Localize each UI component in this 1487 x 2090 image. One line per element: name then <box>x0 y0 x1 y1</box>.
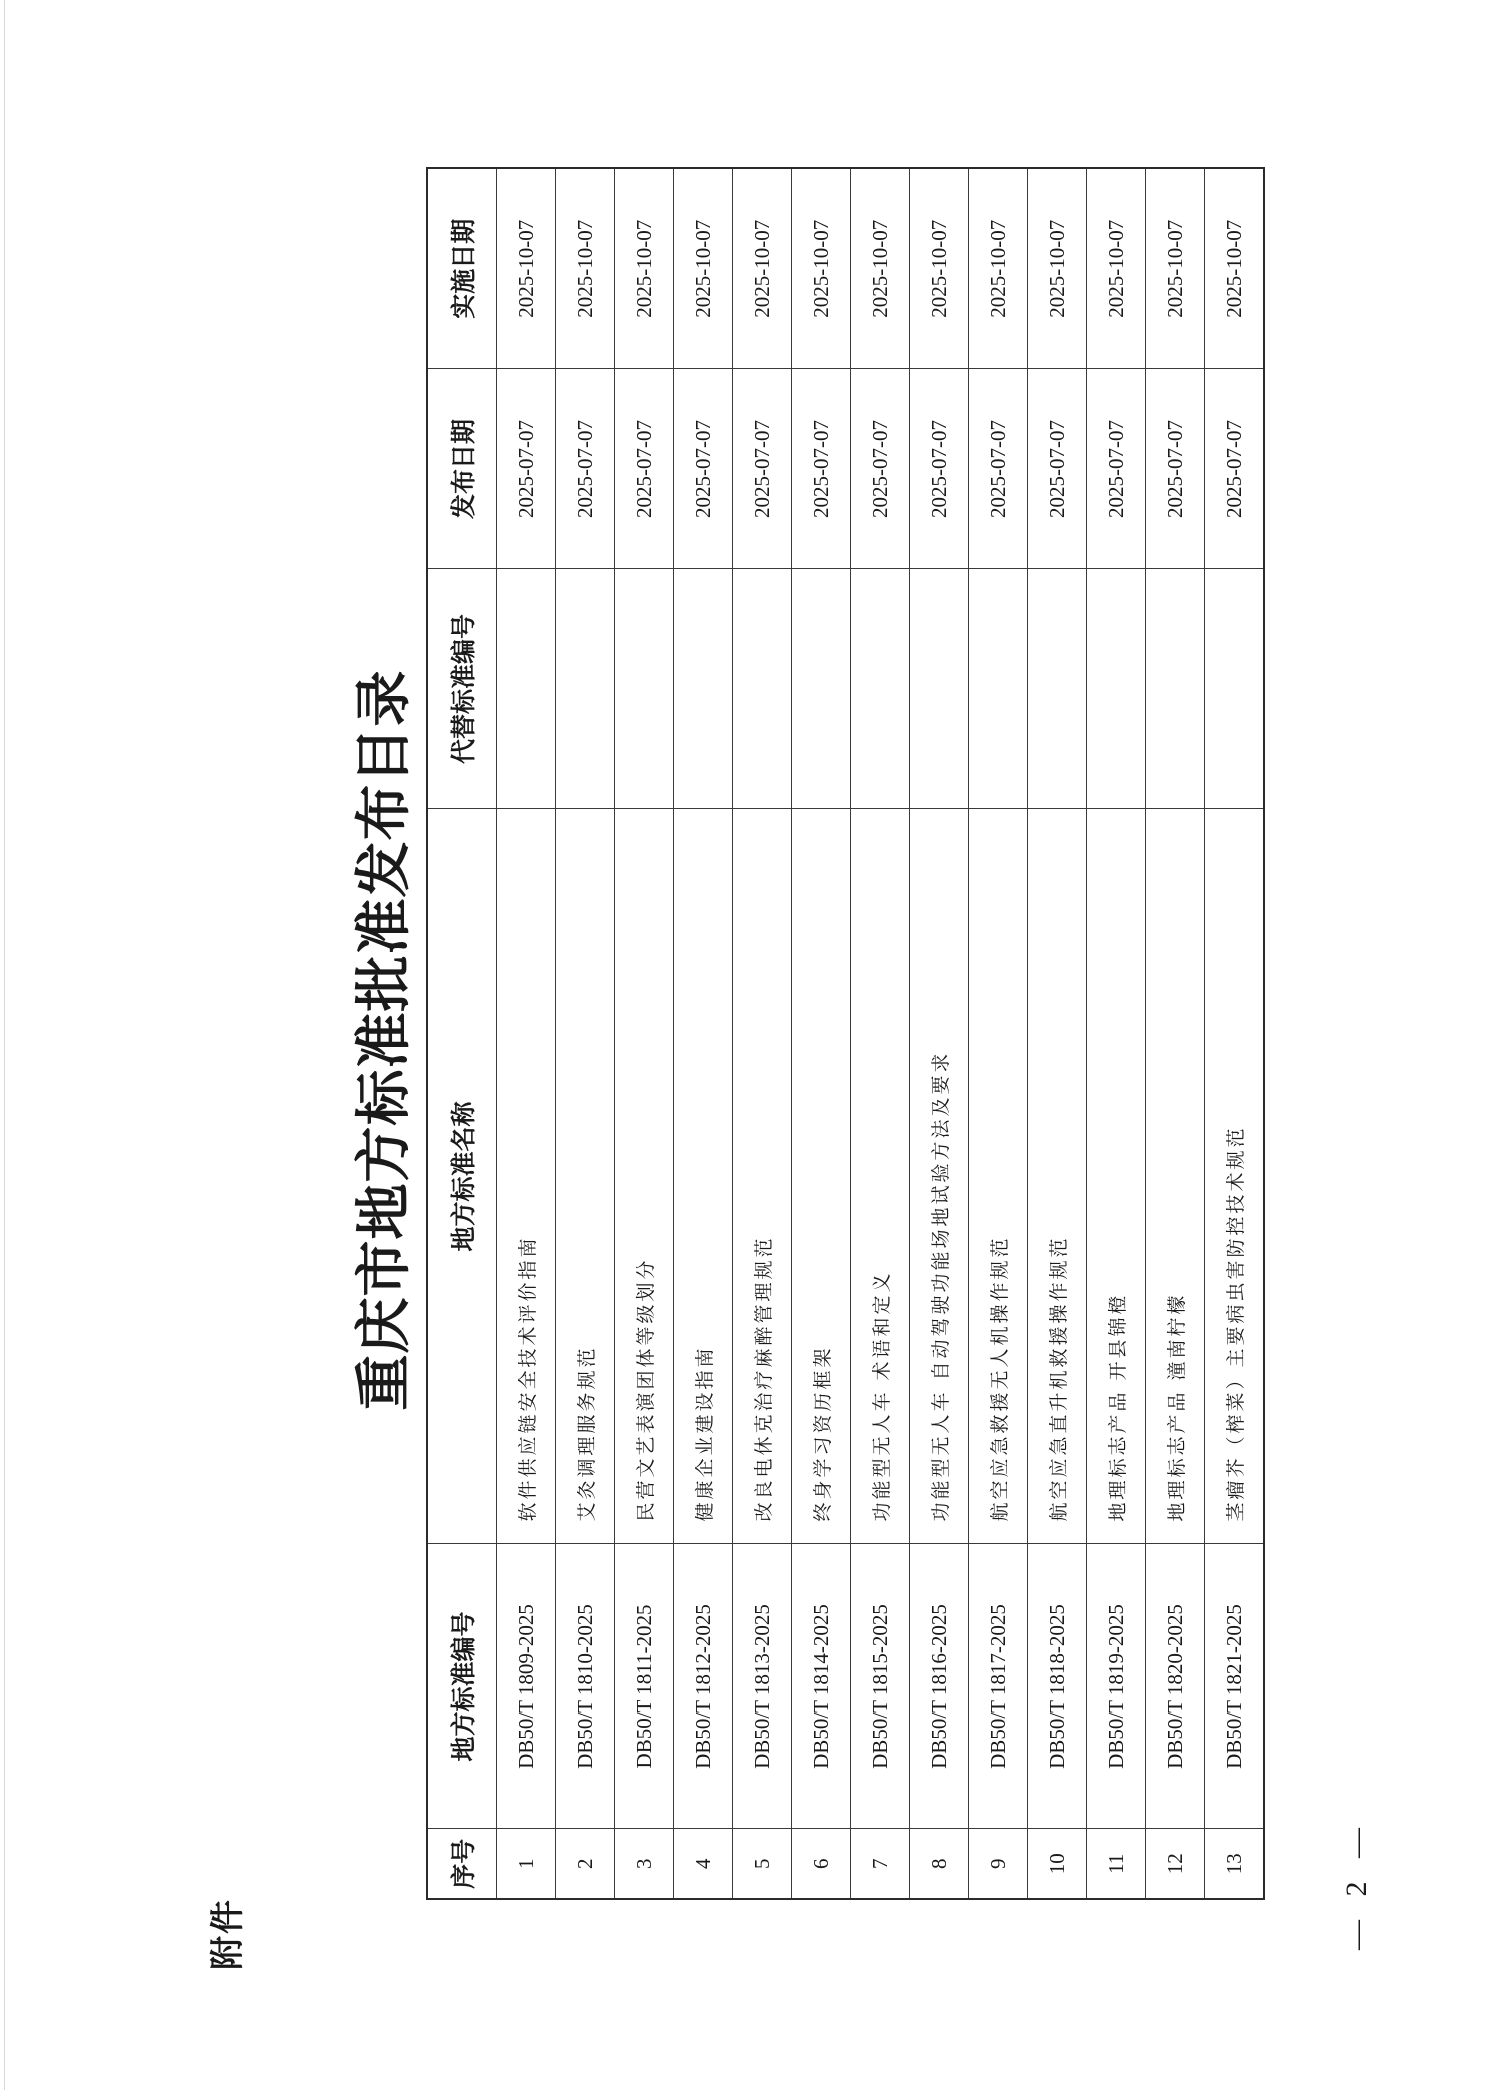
page-number: — 2 — <box>1340 1820 1373 1950</box>
table-row <box>1028 168 1087 1899</box>
cell-release-date: 2025-07-07 <box>733 369 792 569</box>
cell-name: 艾灸调理服务规范 <box>556 809 615 1544</box>
cell-effective-date: 2025-10-07 <box>674 168 733 369</box>
cell-replaced <box>733 569 792 809</box>
cell-replaced <box>1146 569 1205 809</box>
cell-effective-date: 2025-10-07 <box>556 168 615 369</box>
table-row <box>556 168 615 1899</box>
cell-replaced <box>1087 569 1146 809</box>
table-header <box>427 168 497 1899</box>
cell-effective-date: 2025-10-07 <box>1028 168 1087 369</box>
table-row <box>733 168 792 1899</box>
cell-name: 终身学习资历框架 <box>792 809 851 1544</box>
cell-code: DB50/T 1813-2025 <box>733 1544 792 1829</box>
cell-name: 民营文艺表演团体等级划分 <box>615 809 674 1544</box>
page-title: 重庆市地方标准批准发布目录 <box>351 669 417 1411</box>
table-row <box>910 168 969 1899</box>
header-row <box>427 168 497 1899</box>
cell-code: DB50/T 1811-2025 <box>615 1544 674 1829</box>
header-name: 地方标准名称 <box>427 809 497 1544</box>
cell-replaced <box>615 569 674 809</box>
header-code: 地方标准编号 <box>427 1544 497 1829</box>
cell-index: 7 <box>851 1829 910 1899</box>
table-row <box>615 168 674 1899</box>
cell-name: 功能型无人车 术语和定义 <box>851 809 910 1544</box>
standards-table <box>426 167 1265 1900</box>
header-replaced: 代替标准编号 <box>427 569 497 809</box>
cell-release-date: 2025-07-07 <box>1205 369 1265 569</box>
table-row <box>851 168 910 1899</box>
cell-code: DB50/T 1816-2025 <box>910 1544 969 1829</box>
table-body <box>497 168 1265 1899</box>
table-row <box>674 168 733 1899</box>
table-row <box>792 168 851 1899</box>
cell-index: 5 <box>733 1829 792 1899</box>
cell-index: 9 <box>969 1829 1028 1899</box>
cell-index: 12 <box>1146 1829 1205 1899</box>
cell-name: 地理标志产品 开县锦橙 <box>1087 809 1146 1544</box>
cell-effective-date: 2025-10-07 <box>615 168 674 369</box>
cell-code: DB50/T 1809-2025 <box>497 1544 556 1829</box>
cell-replaced <box>1205 569 1265 809</box>
table-row <box>1087 168 1146 1899</box>
cell-release-date: 2025-07-07 <box>1146 369 1205 569</box>
cell-effective-date: 2025-10-07 <box>497 168 556 369</box>
cell-code: DB50/T 1821-2025 <box>1205 1544 1265 1829</box>
cell-effective-date: 2025-10-07 <box>969 168 1028 369</box>
cell-code: DB50/T 1810-2025 <box>556 1544 615 1829</box>
table-row <box>1146 168 1205 1899</box>
cell-index: 1 <box>497 1829 556 1899</box>
cell-release-date: 2025-07-07 <box>497 369 556 569</box>
header-effective-date: 实施日期 <box>427 168 497 369</box>
attachment-label: 附件 <box>208 1898 248 1970</box>
cell-effective-date: 2025-10-07 <box>851 168 910 369</box>
header-index: 序号 <box>427 1829 497 1899</box>
cell-release-date: 2025-07-07 <box>1028 369 1087 569</box>
cell-effective-date: 2025-10-07 <box>792 168 851 369</box>
cell-code: DB50/T 1814-2025 <box>792 1544 851 1829</box>
cell-name: 茎瘤芥（榨菜）主要病虫害防控技术规范 <box>1205 809 1265 1544</box>
cell-release-date: 2025-07-07 <box>910 369 969 569</box>
cell-name: 地理标志产品 潼南柠檬 <box>1146 809 1205 1544</box>
cell-code: DB50/T 1817-2025 <box>969 1544 1028 1829</box>
cell-name: 软件供应链安全技术评价指南 <box>497 809 556 1544</box>
cell-name: 航空应急救援无人机操作规范 <box>969 809 1028 1544</box>
cell-effective-date: 2025-10-07 <box>733 168 792 369</box>
cell-code: DB50/T 1818-2025 <box>1028 1544 1087 1829</box>
cell-index: 2 <box>556 1829 615 1899</box>
table-row <box>969 168 1028 1899</box>
cell-code: DB50/T 1820-2025 <box>1146 1544 1205 1829</box>
cell-replaced <box>1028 569 1087 809</box>
cell-index: 6 <box>792 1829 851 1899</box>
cell-effective-date: 2025-10-07 <box>1087 168 1146 369</box>
cell-code: DB50/T 1812-2025 <box>674 1544 733 1829</box>
cell-index: 13 <box>1205 1829 1265 1899</box>
cell-name: 航空应急直升机救援操作规范 <box>1028 809 1087 1544</box>
cell-replaced <box>792 569 851 809</box>
cell-replaced <box>556 569 615 809</box>
cell-name: 功能型无人车 自动驾驶功能场地试验方法及要求 <box>910 809 969 1544</box>
cell-name: 改良电休克治疗麻醉管理规范 <box>733 809 792 1544</box>
cell-release-date: 2025-07-07 <box>556 369 615 569</box>
cell-release-date: 2025-07-07 <box>1087 369 1146 569</box>
cell-release-date: 2025-07-07 <box>792 369 851 569</box>
cell-index: 4 <box>674 1829 733 1899</box>
table-row <box>1205 168 1265 1899</box>
cell-code: DB50/T 1819-2025 <box>1087 1544 1146 1829</box>
cell-replaced <box>497 569 556 809</box>
cell-release-date: 2025-07-07 <box>969 369 1028 569</box>
cell-effective-date: 2025-10-07 <box>1205 168 1265 369</box>
cell-release-date: 2025-07-07 <box>851 369 910 569</box>
cell-release-date: 2025-07-07 <box>674 369 733 569</box>
cell-code: DB50/T 1815-2025 <box>851 1544 910 1829</box>
table-row <box>497 168 556 1899</box>
cell-replaced <box>851 569 910 809</box>
cell-index: 8 <box>910 1829 969 1899</box>
cell-effective-date: 2025-10-07 <box>1146 168 1205 369</box>
cell-index: 10 <box>1028 1829 1087 1899</box>
cell-replaced <box>910 569 969 809</box>
cell-release-date: 2025-07-07 <box>615 369 674 569</box>
cell-replaced <box>674 569 733 809</box>
cell-index: 3 <box>615 1829 674 1899</box>
header-release-date: 发布日期 <box>427 369 497 569</box>
cell-replaced <box>969 569 1028 809</box>
cell-effective-date: 2025-10-07 <box>910 168 969 369</box>
cell-name: 健康企业建设指南 <box>674 809 733 1544</box>
cell-index: 11 <box>1087 1829 1146 1899</box>
